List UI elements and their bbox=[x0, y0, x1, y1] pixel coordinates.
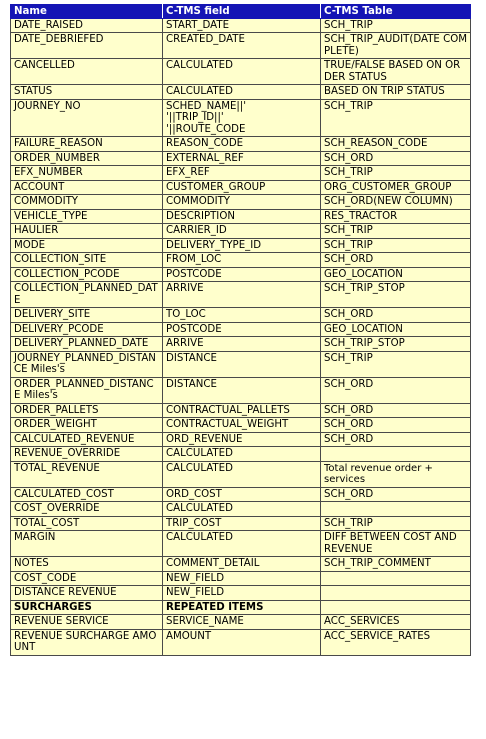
name-cell: TOTAL_COST bbox=[11, 516, 163, 531]
ctms-table-cell: SCH_ORD bbox=[321, 308, 471, 323]
name-cell: REVENUE_OVERRIDE bbox=[11, 447, 163, 462]
ctms-field-cell: CALCULATED bbox=[163, 59, 321, 85]
name-cell: COMMODITY bbox=[11, 195, 163, 210]
table-row bbox=[11, 516, 471, 531]
table-row bbox=[11, 487, 471, 502]
ctms-field-cell: EFX_REF bbox=[163, 166, 321, 181]
ctms-field-cell: CARRIER_ID bbox=[163, 224, 321, 239]
ctms-field-cell: CALCULATED bbox=[163, 502, 321, 517]
ctms-table-cell: DIFF BETWEEN COST AND REVENUE bbox=[321, 531, 471, 557]
name-cell: NOTES bbox=[11, 557, 163, 572]
ctms-table-cell: SCH_TRIP_AUDIT(DATE COMPLETE) bbox=[321, 33, 471, 59]
table-row bbox=[11, 267, 471, 282]
ctms-field-cell: ARRIVE bbox=[163, 282, 321, 308]
ctms-field-cell: CALCULATED bbox=[163, 447, 321, 462]
ctms-field-cell: NEW_FIELD bbox=[163, 586, 321, 601]
ctms-table-cell bbox=[321, 571, 471, 586]
table-row bbox=[11, 447, 471, 462]
ctms-table-cell: TRUE/FALSE BASED ON ORDER STATUS bbox=[321, 59, 471, 85]
ctms-table-cell: SCH_ORD bbox=[321, 377, 471, 403]
ctms-field-cell: EXTERNAL_REF bbox=[163, 151, 321, 166]
ctms-table-cell: SCH_ORD bbox=[321, 432, 471, 447]
ctms-table-cell: GEO_LOCATION bbox=[321, 322, 471, 337]
ctms-field-cell: CUSTOMER_GROUP bbox=[163, 180, 321, 195]
name-cell: DATE_RAISED bbox=[11, 18, 163, 33]
table-row bbox=[11, 308, 471, 323]
table-row bbox=[11, 85, 471, 100]
name-cell: ORDER_PALLETS bbox=[11, 403, 163, 418]
ctms-table-cell: SCH_TRIP_STOP bbox=[321, 282, 471, 308]
ctms-field-cell: COMMENT_DETAIL bbox=[163, 557, 321, 572]
ctms-table-cell: ORG_CUSTOMER_GROUP bbox=[321, 180, 471, 195]
table-row bbox=[11, 432, 471, 447]
table-row bbox=[11, 224, 471, 239]
ctms-field-cell: NEW_FIELD bbox=[163, 571, 321, 586]
table-row bbox=[11, 557, 471, 572]
table-row bbox=[11, 418, 471, 433]
ctms-table-cell: ACC_SERVICE_RATES bbox=[321, 629, 471, 655]
name-cell: ACCOUNT bbox=[11, 180, 163, 195]
table-row bbox=[11, 571, 471, 586]
name-cell: STATUS bbox=[11, 85, 163, 100]
table-row bbox=[11, 337, 471, 352]
ctms-table-cell: Total revenue order + services bbox=[321, 461, 471, 487]
ctms-table-cell: SCH_TRIP bbox=[321, 238, 471, 253]
field-mapping-table bbox=[10, 4, 471, 656]
ctms-field-cell: CONTRACTUAL_WEIGHT bbox=[163, 418, 321, 433]
name-cell: ORDER_NUMBER bbox=[11, 151, 163, 166]
ctms-table-cell bbox=[321, 447, 471, 462]
table-row bbox=[11, 282, 471, 308]
ctms-field-cell: SCHED_NAME||' '||TRIP_ID||' '||ROUTE_CODE bbox=[163, 99, 321, 137]
table-row bbox=[11, 253, 471, 268]
name-cell: MARGIN bbox=[11, 531, 163, 557]
ctms-field-cell: POSTCODE bbox=[163, 322, 321, 337]
name-cell: REVENUE SERVICE bbox=[11, 615, 163, 630]
ctms-field-cell: TRIP_COST bbox=[163, 516, 321, 531]
ctms-table-cell: SCH_TRIP_COMMENT bbox=[321, 557, 471, 572]
ctms-field-cell: CALCULATED bbox=[163, 461, 321, 487]
table-row bbox=[11, 151, 471, 166]
table-body bbox=[11, 18, 471, 655]
table-row bbox=[11, 629, 471, 655]
ctms-field-cell: TO_LOC bbox=[163, 308, 321, 323]
ctms-table-cell: SCH_ORD bbox=[321, 487, 471, 502]
ctms-field-cell: DELIVERY_TYPE_ID bbox=[163, 238, 321, 253]
ctms-table-cell bbox=[321, 502, 471, 517]
ctms-field-cell: SERVICE_NAME bbox=[163, 615, 321, 630]
name-cell: VEHICLE_TYPE bbox=[11, 209, 163, 224]
table-row bbox=[11, 195, 471, 210]
name-cell: COLLECTION_SITE bbox=[11, 253, 163, 268]
ctms-field-cell: FROM_LOC bbox=[163, 253, 321, 268]
ctms-table-cell: SCH_TRIP bbox=[321, 18, 471, 33]
ctms-field-cell: COMMODITY bbox=[163, 195, 321, 210]
table-row bbox=[11, 238, 471, 253]
ctms-table-cell: SCH_ORD bbox=[321, 151, 471, 166]
table-row bbox=[11, 99, 471, 137]
name-cell: COST_OVERRIDE bbox=[11, 502, 163, 517]
table-row bbox=[11, 377, 471, 403]
ctms-table-cell: SCH_ORD bbox=[321, 403, 471, 418]
name-cell: JOURNEY_PLANNED_DISTANCE Miles's bbox=[11, 351, 163, 377]
ctms-table-cell bbox=[321, 586, 471, 601]
name-cell: CALCULATED_REVENUE bbox=[11, 432, 163, 447]
table-row bbox=[11, 586, 471, 601]
table-row bbox=[11, 18, 471, 33]
ctms-field-cell: DISTANCE bbox=[163, 351, 321, 377]
table-row bbox=[11, 461, 471, 487]
table-row bbox=[11, 33, 471, 59]
ctms-field-cell: DISTANCE bbox=[163, 377, 321, 403]
ctms-field-cell: ORD_REVENUE bbox=[163, 432, 321, 447]
table-row bbox=[11, 502, 471, 517]
ctms-field-cell: ORD_COST bbox=[163, 487, 321, 502]
ctms-table-cell: SCH_TRIP_STOP bbox=[321, 337, 471, 352]
name-cell: COST_CODE bbox=[11, 571, 163, 586]
table-row bbox=[11, 403, 471, 418]
table-row bbox=[11, 209, 471, 224]
name-cell: DELIVERY_PCODE bbox=[11, 322, 163, 337]
ctms-table-cell: SCH_TRIP bbox=[321, 166, 471, 181]
ctms-field-cell: CONTRACTUAL_PALLETS bbox=[163, 403, 321, 418]
ctms-field-cell: ARRIVE bbox=[163, 337, 321, 352]
ctms-field-cell: CREATED_DATE bbox=[163, 33, 321, 59]
name-cell: CANCELLED bbox=[11, 59, 163, 85]
ctms-field-cell: REASON_CODE bbox=[163, 137, 321, 152]
ctms-table-cell: SCH_ORD bbox=[321, 418, 471, 433]
name-cell: JOURNEY_NO bbox=[11, 99, 163, 137]
name-cell: CALCULATED_COST bbox=[11, 487, 163, 502]
name-cell: COLLECTION_PLANNED_DATE bbox=[11, 282, 163, 308]
name-cell: DELIVERY_SITE bbox=[11, 308, 163, 323]
ctms-table-cell: SCH_ORD bbox=[321, 253, 471, 268]
name-cell: DELIVERY_PLANNED_DATE bbox=[11, 337, 163, 352]
name-cell: ORDER_PLANNED_DISTANCE Miles's bbox=[11, 377, 163, 403]
ctms-field-cell: DESCRIPTION bbox=[163, 209, 321, 224]
ctms-table-cell: BASED ON TRIP STATUS bbox=[321, 85, 471, 100]
header-name: Name bbox=[11, 5, 163, 19]
name-cell: DISTANCE REVENUE bbox=[11, 586, 163, 601]
table-row bbox=[11, 531, 471, 557]
ctms-field-cell: REPEATED ITEMS bbox=[163, 600, 321, 615]
name-cell: COLLECTION_PCODE bbox=[11, 267, 163, 282]
name-cell: SURCHARGES bbox=[11, 600, 163, 615]
mapping-table-container bbox=[10, 4, 471, 656]
header-row bbox=[11, 5, 471, 19]
table-row bbox=[11, 322, 471, 337]
name-cell: ORDER_WEIGHT bbox=[11, 418, 163, 433]
table-row bbox=[11, 180, 471, 195]
name-cell: MODE bbox=[11, 238, 163, 253]
table-row bbox=[11, 351, 471, 377]
name-cell: EFX_NUMBER bbox=[11, 166, 163, 181]
table-row bbox=[11, 615, 471, 630]
ctms-table-cell: SCH_TRIP bbox=[321, 99, 471, 137]
name-cell: REVENUE SURCHARGE AMOUNT bbox=[11, 629, 163, 655]
ctms-table-cell: SCH_TRIP bbox=[321, 224, 471, 239]
ctms-field-cell: AMOUNT bbox=[163, 629, 321, 655]
table-row bbox=[11, 137, 471, 152]
ctms-table-cell: ACC_SERVICES bbox=[321, 615, 471, 630]
name-cell: DATE_DEBRIEFED bbox=[11, 33, 163, 59]
ctms-field-cell: CALCULATED bbox=[163, 531, 321, 557]
ctms-table-cell: SCH_TRIP bbox=[321, 516, 471, 531]
ctms-table-cell: GEO_LOCATION bbox=[321, 267, 471, 282]
name-cell: TOTAL_REVENUE bbox=[11, 461, 163, 487]
table-row bbox=[11, 59, 471, 85]
header-ctms-field: C-TMS field bbox=[163, 5, 321, 19]
ctms-table-cell: RES_TRACTOR bbox=[321, 209, 471, 224]
ctms-table-cell bbox=[321, 600, 471, 615]
table-row bbox=[11, 600, 471, 615]
header-ctms-table: C-TMS Table bbox=[321, 5, 471, 19]
name-cell: HAULIER bbox=[11, 224, 163, 239]
ctms-table-cell: SCH_TRIP bbox=[321, 351, 471, 377]
ctms-field-cell: CALCULATED bbox=[163, 85, 321, 100]
ctms-field-cell: POSTCODE bbox=[163, 267, 321, 282]
table-row bbox=[11, 166, 471, 181]
name-cell: FAILURE_REASON bbox=[11, 137, 163, 152]
ctms-field-cell: START_DATE bbox=[163, 18, 321, 33]
ctms-table-cell: SCH_ORD(NEW COLUMN) bbox=[321, 195, 471, 210]
ctms-table-cell: SCH_REASON_CODE bbox=[321, 137, 471, 152]
